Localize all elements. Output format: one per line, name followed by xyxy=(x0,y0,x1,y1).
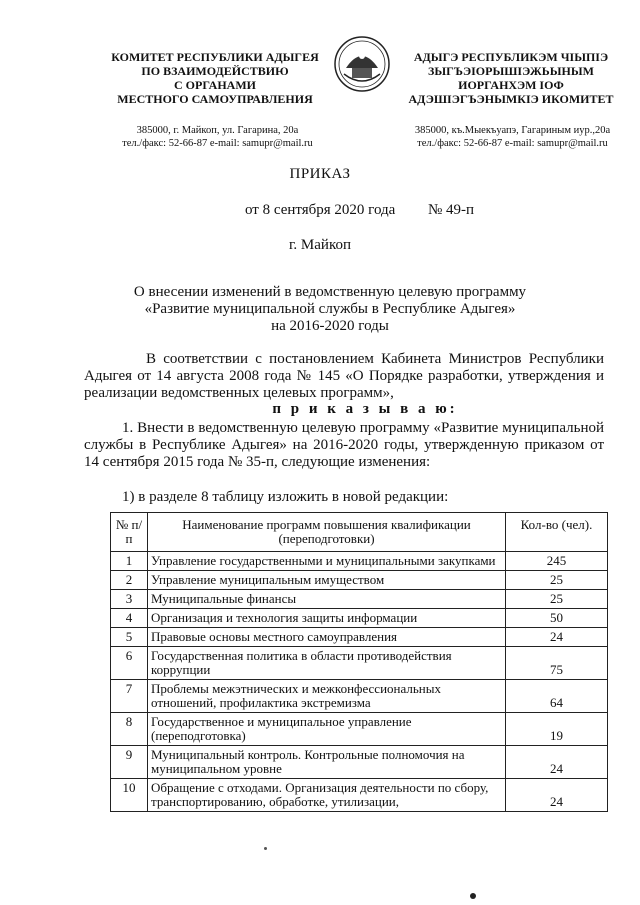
table-row xyxy=(111,713,608,746)
table-row xyxy=(111,746,608,779)
col-header-name: Наименование программ повышения квалификации (переподготовки) xyxy=(148,513,506,552)
cell-count: 24 xyxy=(506,746,608,779)
document-date: от 8 сентября 2020 года xyxy=(245,202,396,218)
cell-number: 4 xyxy=(111,609,148,628)
address-line: 385000, г. Майкоп, ул. Гагарина, 20а xyxy=(136,125,299,136)
org-name-line: МЕСТНОГО САМОУПРАВЛЕНИЯ xyxy=(117,92,313,106)
org-name-line: ИОРГАНХЭМ IОФ xyxy=(458,78,564,92)
table-row xyxy=(111,552,608,571)
cell-count: 25 xyxy=(506,590,608,609)
cell-number: 1 xyxy=(111,552,148,571)
org-name-line: АДЫГЭ РЕСПУБЛИКЭМ ЧIЫПIЭ xyxy=(413,50,609,64)
table-row xyxy=(111,647,608,680)
org-name-adyghe xyxy=(392,50,630,106)
contact-line: тел./факс: 52-66-87 e-mail: samupr@mail.ru xyxy=(122,138,313,149)
document-subject xyxy=(110,284,550,335)
table-row xyxy=(111,680,608,713)
cell-count: 50 xyxy=(506,609,608,628)
col-header-number: № п/п xyxy=(111,513,148,552)
address-line: 385000, къ.Мыекъуапэ, Гагариным иур.,20а xyxy=(414,125,611,136)
cell-number: 7 xyxy=(111,680,148,713)
subject-line: «Развитие муниципальной службы в Республике Адыгея» xyxy=(144,301,516,317)
cell-program-name: Государственная политика в области противодействия коррупции xyxy=(148,647,506,680)
contact-line: тел./факс: 52-66-87 e-mail: samupr@mail.ru xyxy=(417,138,608,149)
order-item-1: 1. Внести в ведомственную целевую программу «Развитие муниципальной службы в Республике Адыгея» на 2016-2020 годы, утвержденную приказом от 14 сентября 2015 года № 35-п, следующие изменения: xyxy=(84,420,604,470)
address-adyghe xyxy=(395,124,630,150)
scan-speck xyxy=(264,847,267,850)
address-russian xyxy=(100,124,335,150)
table-header-row xyxy=(111,513,608,552)
cell-count: 245 xyxy=(506,552,608,571)
cell-number: 10 xyxy=(111,779,148,812)
cell-number: 9 xyxy=(111,746,148,779)
document-number: № 49-п xyxy=(428,202,475,218)
order-subitem-1: 1) в разделе 8 таблицу изложить в новой редакции: xyxy=(122,489,449,505)
table-row xyxy=(111,609,608,628)
col-header-count: Кол-во (чел). xyxy=(506,513,608,552)
org-name-line: АДЭШIЭГЪЭНЫМКIЭ ИКОМИТЕТ xyxy=(408,92,614,106)
document-city: г. Майкоп xyxy=(288,237,352,253)
org-name-line: С ОРГАНАМИ xyxy=(174,78,256,92)
table-body xyxy=(111,552,608,812)
cell-count: 25 xyxy=(506,571,608,590)
cell-program-name: Организация и технология защиты информации xyxy=(148,609,506,628)
table-row xyxy=(111,628,608,647)
cell-count: 75 xyxy=(506,647,608,680)
cell-count: 24 xyxy=(506,628,608,647)
org-name-line: ЗЫГЪЭIОРЫШIЭЖЬЫНЫМ xyxy=(428,64,594,78)
cell-number: 8 xyxy=(111,713,148,746)
cell-count: 19 xyxy=(506,713,608,746)
cell-count: 24 xyxy=(506,779,608,812)
training-programs-table xyxy=(110,512,608,812)
cell-program-name: Государственное и муниципальное управление (переподготовка) xyxy=(148,713,506,746)
subject-line: на 2016-2020 годы xyxy=(271,318,389,334)
org-name-russian xyxy=(95,50,335,106)
cell-program-name: Управление государственными и муниципальными закупками xyxy=(148,552,506,571)
document-type: ПРИКАЗ xyxy=(289,166,351,182)
cell-number: 2 xyxy=(111,571,148,590)
table-row xyxy=(111,590,608,609)
org-name-line: ПО ВЗАИМОДЕЙСТВИЮ xyxy=(141,64,289,78)
cell-program-name: Обращение с отходами. Организация деятельности по сбору, транспортированию, обработке, утилизации, xyxy=(148,779,506,812)
scan-mark xyxy=(470,893,476,899)
order-word: п р и к а з ы в а ю: xyxy=(272,401,458,417)
cell-program-name: Управление муниципальным имуществом xyxy=(148,571,506,590)
cell-number: 6 xyxy=(111,647,148,680)
cell-program-name: Правовые основы местного самоуправления xyxy=(148,628,506,647)
preamble-paragraph: В соответствии с постановлением Кабинета Министров Республики Адыгея от 14 августа 2008 года № 145 «О Порядке разработки, утверждения и реализации ведомственных целевых программ», xyxy=(84,351,604,401)
org-name-line: КОМИТЕТ РЕСПУБЛИКИ АДЫГЕЯ xyxy=(111,50,319,64)
cell-program-name: Муниципальный контроль. Контрольные полномочия на муниципальном уровне xyxy=(148,746,506,779)
cell-program-name: Проблемы межэтнических и межконфессиональных отношений, профилактика экстремизма xyxy=(148,680,506,713)
cell-program-name: Муниципальные финансы xyxy=(148,590,506,609)
cell-number: 5 xyxy=(111,628,148,647)
table-row xyxy=(111,571,608,590)
cell-number: 3 xyxy=(111,590,148,609)
coat-of-arms-icon xyxy=(332,34,392,94)
subject-line: О внесении изменений в ведомственную целевую программу xyxy=(133,284,527,300)
table-row xyxy=(111,779,608,812)
cell-count: 64 xyxy=(506,680,608,713)
